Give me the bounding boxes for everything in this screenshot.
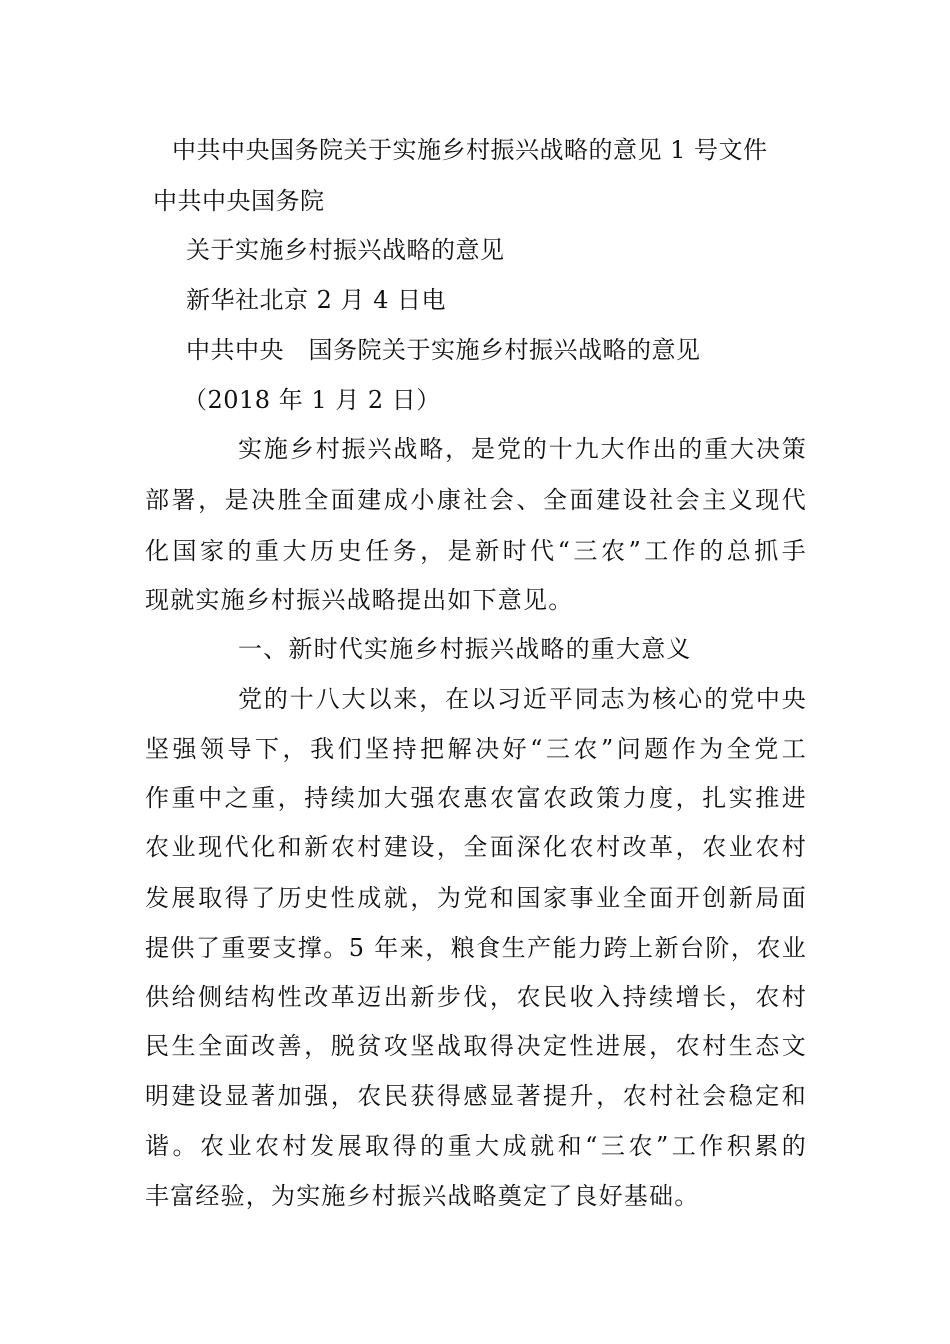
intro-paragraph-line: 化国家的重大历史任务，是新时代“三农”工作的总抓手 (145, 537, 807, 565)
intro-paragraph-line: 部署，是决胜全面建成小康社会、全面建设社会主义现代 (145, 486, 807, 514)
header-line-issuer: 中共中央国务院 (153, 187, 325, 215)
document-title: 中共中央国务院关于实施乡村振兴战略的意见 1 号文件 (172, 136, 768, 164)
section-paragraph-line: 供给侧结构性改革迈出新步伐，农民收入持续增长，农村 (145, 983, 807, 1011)
section-paragraph-line: 民生全面改善，脱贫攻坚战取得决定性进展，农村生态文 (145, 1032, 807, 1060)
section-paragraph-line: 作重中之重，持续加大强农惠农富农政策力度，扎实推进 (145, 784, 807, 812)
intro-paragraph-line: 实施乡村振兴战略，是党的十九大作出的重大决策 (238, 435, 807, 463)
section-paragraph-line: 丰富经验，为实施乡村振兴战略奠定了良好基础。 (145, 1182, 700, 1210)
intro-paragraph-line: 现就实施乡村振兴战略提出如下意见。 (145, 586, 574, 614)
header-line-subject: 关于实施乡村振兴战略的意见 (186, 236, 505, 264)
section-paragraph-line: 提供了重要支撑。5 年来，粮食生产能力跨上新台阶，农业 (145, 934, 807, 962)
header-line-date: （2018 年 1 月 2 日） (183, 386, 441, 414)
section-paragraph-line: 坚强领导下，我们坚持把解决好“三农”问题作为全党工 (145, 735, 807, 763)
section-paragraph-line: 明建设显著加强，农民获得感显著提升，农村社会稳定和 (145, 1082, 807, 1110)
section-paragraph-line: 农业现代化和新农村建设，全面深化农村改革，农业农村 (145, 833, 807, 861)
header-line-full-title: 中共中央 国务院关于实施乡村振兴战略的意见 (186, 336, 701, 364)
header-line-dateline: 新华社北京 2 月 4 日电 (186, 286, 447, 314)
section-paragraph-line: 党的十八大以来，在以习近平同志为核心的党中央 (238, 685, 807, 713)
section-heading: 一、新时代实施乡村振兴战略的重大意义 (238, 635, 692, 663)
section-paragraph-line: 谐。农业农村发展取得的重大成就和“三农”工作积累的 (145, 1132, 807, 1160)
section-paragraph-line: 发展取得了历史性成就，为党和国家事业全面开创新局面 (145, 884, 807, 912)
